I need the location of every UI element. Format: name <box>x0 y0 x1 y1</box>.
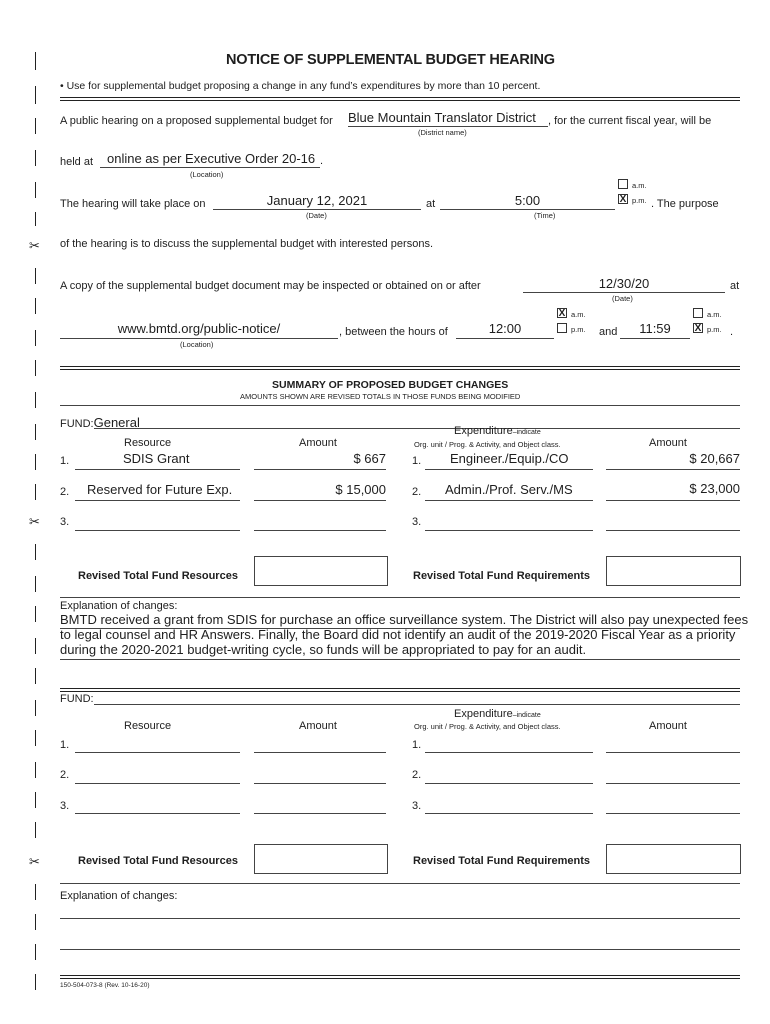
margin-mark <box>35 86 36 104</box>
end-am-checkbox[interactable] <box>693 308 703 318</box>
divider <box>60 883 740 884</box>
amount-header: Amount <box>649 437 687 449</box>
date-caption: (Date) <box>306 211 327 220</box>
and-label: and <box>599 326 618 338</box>
margin-mark <box>35 730 36 746</box>
margin-mark <box>35 638 36 654</box>
resource-1-field[interactable] <box>75 752 240 753</box>
hearing-location-field[interactable]: online as per Executive Order 20-16 <box>107 151 316 166</box>
explanation-line-1[interactable] <box>60 918 740 919</box>
start-pm-checkbox[interactable] <box>557 323 567 333</box>
divider <box>60 691 740 692</box>
expenditure-amount-2-field[interactable]: $ 23,000 <box>689 481 740 496</box>
field-underline <box>425 500 593 501</box>
row-number: 3. <box>412 516 422 528</box>
form-number: 150-504-073-8 (Rev. 10-16-20) <box>60 982 150 989</box>
summary-subtitle: AMOUNTS SHOWN ARE REVISED TOTALS IN THOSE FUNDS BEING MODIFIED <box>240 392 521 401</box>
resource-amount-2-field[interactable]: $ 15,000 <box>335 482 386 497</box>
copy-location-caption: (Location) <box>180 340 214 349</box>
margin-mark <box>35 330 36 346</box>
margin-mark <box>35 360 36 376</box>
expenditure-header: Expenditure–indicate <box>454 425 541 437</box>
margin-mark <box>35 454 36 470</box>
margin-mark <box>35 212 36 226</box>
start-time-field[interactable]: 12:00 <box>488 321 522 336</box>
fund-label: FUND:General <box>60 415 140 430</box>
district-underline <box>348 126 548 127</box>
divider <box>60 366 740 367</box>
explanation-underline <box>60 659 740 660</box>
margin-mark <box>35 150 36 166</box>
district-caption: (District name) <box>418 128 467 137</box>
expenditure-3-field[interactable] <box>425 530 593 531</box>
hearing-date-field[interactable]: January 12, 2021 <box>266 193 368 208</box>
amount-header: Amount <box>299 437 337 449</box>
explanation-line-2[interactable]: to legal counsel and HR Answers. Finally, the Board did not identify an audit of the 2019-2020 Fiscal Year as a priority <box>60 627 736 642</box>
resource-amount-3-field[interactable] <box>254 813 386 814</box>
fiscal-year-text: , for the current fiscal year, will be <box>548 115 712 127</box>
row-number: 2. <box>412 486 422 498</box>
resource-amount-2-field[interactable] <box>254 783 386 784</box>
row-number: 3. <box>60 800 70 812</box>
hearing-intro-text: A public hearing on a proposed supplemental budget for <box>60 115 333 127</box>
end-pm-checkbox[interactable]: X <box>694 323 702 334</box>
resource-2-field[interactable] <box>75 783 240 784</box>
location-caption: (Location) <box>190 170 224 179</box>
copy-location-field[interactable]: www.bmtd.org/public-notice/ <box>117 321 281 336</box>
row-number: 2. <box>412 769 422 781</box>
total-resources-box[interactable] <box>254 556 388 586</box>
explanation-label: Explanation of changes: <box>60 890 178 902</box>
resource-amount-1-field[interactable] <box>254 752 386 753</box>
row-number: 2. <box>60 769 70 781</box>
am-label: a.m. <box>571 310 586 319</box>
period: . <box>730 326 734 338</box>
resource-2-field[interactable]: Reserved for Future Exp. <box>87 482 233 497</box>
expenditure-1-field[interactable] <box>425 752 593 753</box>
start-time-underline <box>456 338 554 339</box>
expenditure-2-field[interactable]: Admin./Prof. Serv./MS <box>445 482 573 497</box>
row-number: 2. <box>60 486 70 498</box>
field-underline <box>606 469 740 470</box>
total-requirements-label: Revised Total Fund Requirements <box>413 855 591 867</box>
date-underline <box>213 209 421 210</box>
pm-label: p.m. <box>707 325 722 334</box>
margin-mark <box>35 792 36 808</box>
margin-mark <box>35 484 36 500</box>
scissors-icon: ✂ <box>29 238 40 253</box>
hearing-am-checkbox[interactable] <box>618 179 628 189</box>
expenditure-header: Expenditure–indicate <box>454 708 541 720</box>
hearing-date-label: The hearing will take place on <box>60 198 206 210</box>
margin-mark <box>35 424 36 440</box>
expenditure-subheader: Org. unit / Prog. & Activity, and Object class. <box>414 440 561 449</box>
field-underline <box>75 500 240 501</box>
margin-mark <box>35 944 36 960</box>
divider <box>60 369 740 370</box>
end-time-underline <box>620 338 690 339</box>
margin-mark <box>35 700 36 716</box>
resource-amount-1-field[interactable]: $ 667 <box>353 451 386 466</box>
expenditure-amount-3-field[interactable] <box>606 530 740 531</box>
row-number: 3. <box>412 800 422 812</box>
copy-date-underline <box>523 292 725 293</box>
total-requirements-box[interactable] <box>606 844 741 874</box>
expenditure-amount-2-field[interactable] <box>606 783 740 784</box>
expenditure-3-field[interactable] <box>425 813 593 814</box>
total-resources-label: Revised Total Fund Resources <box>78 570 238 582</box>
amount-header: Amount <box>299 720 337 732</box>
page-title: NOTICE OF SUPPLEMENTAL BUDGET HEARING <box>226 52 555 68</box>
summary-title: SUMMARY OF PROPOSED BUDGET CHANGES <box>272 379 509 391</box>
field-underline <box>606 500 740 501</box>
purpose-sentence: of the hearing is to discuss the supplemental budget with interested persons. <box>60 238 434 250</box>
resource-1-field[interactable]: SDIS Grant <box>123 451 190 466</box>
total-resources-label: Revised Total Fund Resources <box>78 855 238 867</box>
divider <box>60 100 740 101</box>
resource-header: Resource <box>124 437 172 449</box>
expenditure-1-field[interactable]: Engineer./Equip./CO <box>450 451 569 466</box>
between-hours-text: , between the hours of <box>339 326 448 338</box>
end-time-field[interactable]: 11:59 <box>639 321 671 336</box>
copy-available-text: A copy of the supplemental budget document may be inspected or obtained on or after <box>60 280 481 292</box>
am-label: a.m. <box>707 310 722 319</box>
total-requirements-label: Revised Total Fund Requirements <box>413 570 591 582</box>
resource-amount-3-field[interactable] <box>254 530 386 531</box>
margin-mark <box>35 576 36 592</box>
margin-mark <box>35 974 36 990</box>
district-name-field[interactable]: Blue Mountain Translator District <box>348 110 536 125</box>
row-number: 1. <box>60 739 70 751</box>
expenditure-amount-3-field[interactable] <box>606 813 740 814</box>
total-resources-box[interactable] <box>254 844 388 874</box>
fund-name-field[interactable] <box>94 704 740 705</box>
instruction-bullet: • Use for supplemental budget proposing a change in any fund’s expenditures by more than 10 percent. <box>60 80 541 92</box>
field-underline <box>254 500 386 501</box>
amount-header: Amount <box>649 720 687 732</box>
margin-mark <box>35 52 36 70</box>
margin-mark <box>35 392 36 408</box>
row-number: 1. <box>412 455 422 467</box>
time-underline <box>440 209 615 210</box>
expenditure-2-field[interactable] <box>425 783 593 784</box>
at-label: at <box>426 198 436 210</box>
copy-location-underline <box>60 338 338 339</box>
divider <box>60 597 740 598</box>
period: . <box>320 155 324 167</box>
total-requirements-box[interactable] <box>606 556 741 586</box>
purpose-text: . The purpose <box>651 198 719 210</box>
field-underline <box>425 469 593 470</box>
location-underline <box>100 167 320 168</box>
margin-mark <box>35 544 36 560</box>
expenditure-subheader: Org. unit / Prog. & Activity, and Object class. <box>414 722 561 731</box>
copy-date-caption: (Date) <box>612 294 633 303</box>
pm-label: p.m. <box>632 196 647 205</box>
copy-date-field[interactable]: 12/30/20 <box>598 276 650 291</box>
resource-header: Resource <box>124 720 172 732</box>
divider <box>60 405 740 406</box>
am-label: a.m. <box>632 181 647 190</box>
pm-label: p.m. <box>571 325 586 334</box>
held-at-label: held at <box>60 156 94 168</box>
start-am-checkbox[interactable]: X <box>558 308 566 319</box>
resource-3-field[interactable] <box>75 530 240 531</box>
margin-mark <box>35 298 36 314</box>
margin-mark <box>35 914 36 930</box>
expenditure-amount-1-field[interactable]: $ 20,667 <box>689 451 740 466</box>
margin-mark <box>35 822 36 838</box>
row-number: 1. <box>60 455 70 467</box>
margin-mark <box>35 182 36 198</box>
hearing-time-field[interactable]: 5:00 <box>514 193 541 208</box>
fund-name-underline <box>94 428 740 429</box>
explanation-line-2[interactable] <box>60 949 740 950</box>
divider <box>60 97 740 98</box>
explanation-line-1[interactable]: BMTD received a grant from SDIS for purchase an office surveillance system. The District will also pay unexpected fees <box>60 612 749 627</box>
margin-mark <box>35 668 36 684</box>
margin-mark <box>35 268 36 284</box>
margin-mark <box>35 762 36 778</box>
resource-3-field[interactable] <box>75 813 240 814</box>
margin-mark <box>35 606 36 622</box>
divider <box>60 978 740 979</box>
explanation-label: Explanation of changes: <box>60 600 178 612</box>
divider <box>60 975 740 976</box>
fund-name-value[interactable]: General <box>93 415 140 430</box>
time-caption: (Time) <box>534 211 556 220</box>
scissors-icon: ✂ <box>29 514 40 529</box>
margin-mark <box>35 118 36 134</box>
at-label: at <box>730 280 740 292</box>
explanation-line-3[interactable]: during the 2020-2021 budget-writing cycle, so funds will be appropriated to pay for an audit. <box>60 642 587 657</box>
row-number: 3. <box>60 516 70 528</box>
fund-label: FUND: <box>60 693 94 705</box>
margin-mark <box>35 884 36 900</box>
expenditure-amount-1-field[interactable] <box>606 752 740 753</box>
row-number: 1. <box>412 739 422 751</box>
hearing-pm-checkbox[interactable]: X <box>619 194 627 205</box>
field-underline <box>254 469 386 470</box>
divider <box>60 688 740 689</box>
scissors-icon: ✂ <box>29 854 40 869</box>
field-underline <box>75 469 240 470</box>
